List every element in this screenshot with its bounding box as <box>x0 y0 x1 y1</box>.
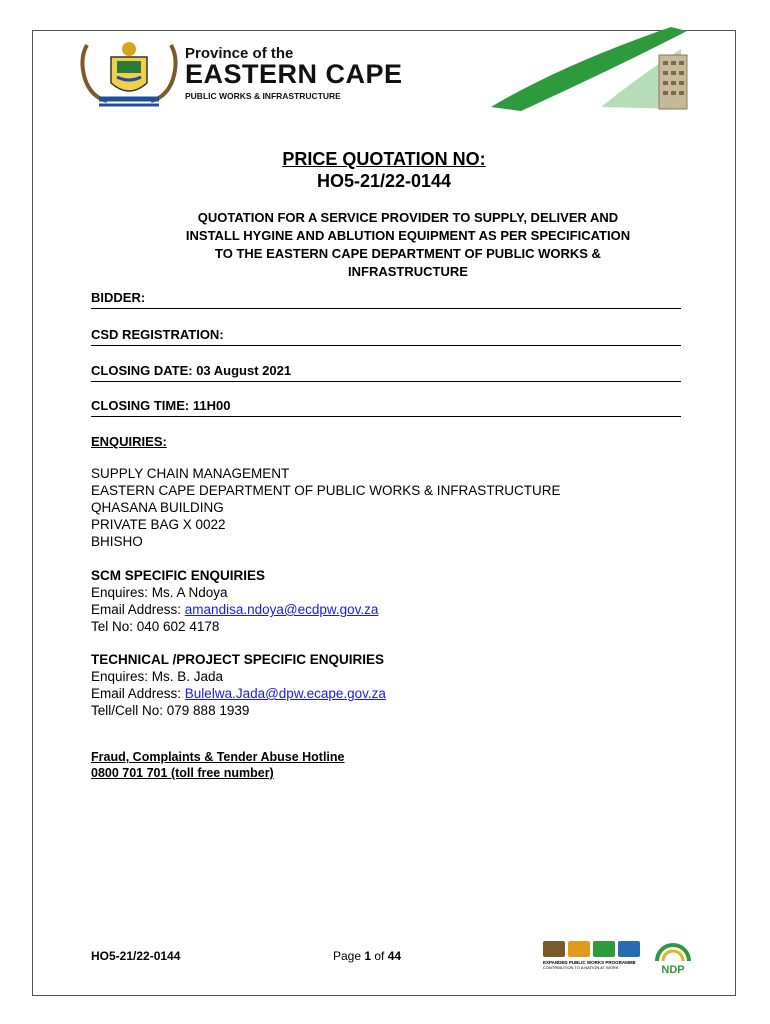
technical-contact: Enquires: Ms. B. Jada <box>91 669 224 684</box>
document-page <box>32 30 736 996</box>
csd-registration-field: CSD REGISTRATION: <box>91 327 681 346</box>
quotation-title: PRICE QUOTATION NO: <box>282 149 486 169</box>
page-total: 44 <box>387 949 402 963</box>
fraud-hotline: Fraud, Complaints & Tender Abuse Hotline 0800 701 701 (toll free number) <box>91 750 345 780</box>
scm-email-label: Email Address: <box>91 602 185 617</box>
page-prefix: Page <box>333 949 365 963</box>
scm-email-link[interactable]: amandisa.ndoya@ecdpw.gov.za <box>184 602 379 617</box>
technical-email-line <box>91 685 386 702</box>
header-building-graphic <box>481 25 701 111</box>
epwp-logo <box>543 941 653 981</box>
page-current: 1 <box>364 949 372 963</box>
closing-time-field: CLOSING TIME: 11H00 <box>91 398 681 417</box>
logo-line3: PUBLIC WORKS & INFRASTRUCTURE <box>185 91 341 101</box>
epwp-line1: EXPANDED PUBLIC WORKS PROGRAMME <box>543 960 636 965</box>
enquiries-heading: ENQUIRIES: <box>91 434 167 449</box>
enquiries-address: SUPPLY CHAIN MANAGEMENT EASTERN CAPE DEPARTMENT OF PUBLIC WORKS & INFRASTRUCTURE QHASANA BUILDING PRIVATE BAG X 0022 BHISHO <box>91 466 561 549</box>
closing-date-field: CLOSING DATE: 03 August 2021 <box>91 363 681 382</box>
ndp-arc-icon <box>655 943 691 961</box>
page-mid: of <box>371 949 388 963</box>
eastern-cape-logo <box>69 39 429 109</box>
scm-tel: Tel No: 040 602 4178 <box>91 619 220 634</box>
scm-contact: Enquires: Ms. A Ndoya <box>91 585 228 600</box>
quotation-description: QUOTATION FOR A SERVICE PROVIDER TO SUPPLY, DELIVER AND INSTALL HYGINE AND ABLUTION EQUIPMENT AS PER SPECIFICATION TO THE EASTERN CAPE DEPARTMENT OF PUBLIC WORKS & INFRASTRUCTURE <box>185 210 631 279</box>
scm-enquiries-heading: SCM SPECIFIC ENQUIRIES <box>91 568 266 583</box>
coat-of-arms-icon <box>69 39 189 109</box>
epwp-line2: CONTRIBUTION TO A NATION AT WORK <box>543 965 619 970</box>
technical-email-label: Email Address: <box>91 686 185 701</box>
logo-line1: Province of the <box>185 45 294 62</box>
scm-email-line <box>91 601 378 618</box>
ndp-logo <box>655 943 691 976</box>
logo-line2: EASTERN CAPE <box>185 59 403 89</box>
quotation-number: HO5-21/22-0144 <box>316 171 452 191</box>
footer-page-number <box>333 949 401 963</box>
technical-tel: Tell/Cell No: 079 888 1939 <box>91 703 250 718</box>
ndp-text: NDP <box>661 964 685 976</box>
technical-enquiries-heading: TECHNICAL /PROJECT SPECIFIC ENQUIRIES <box>91 652 385 667</box>
bidder-field: BIDDER: <box>91 290 681 309</box>
footer-reference: HO5-21/22-0144 <box>91 949 181 963</box>
technical-email-link[interactable]: Bulelwa.Jada@dpw.ecape.gov.za <box>184 686 386 701</box>
